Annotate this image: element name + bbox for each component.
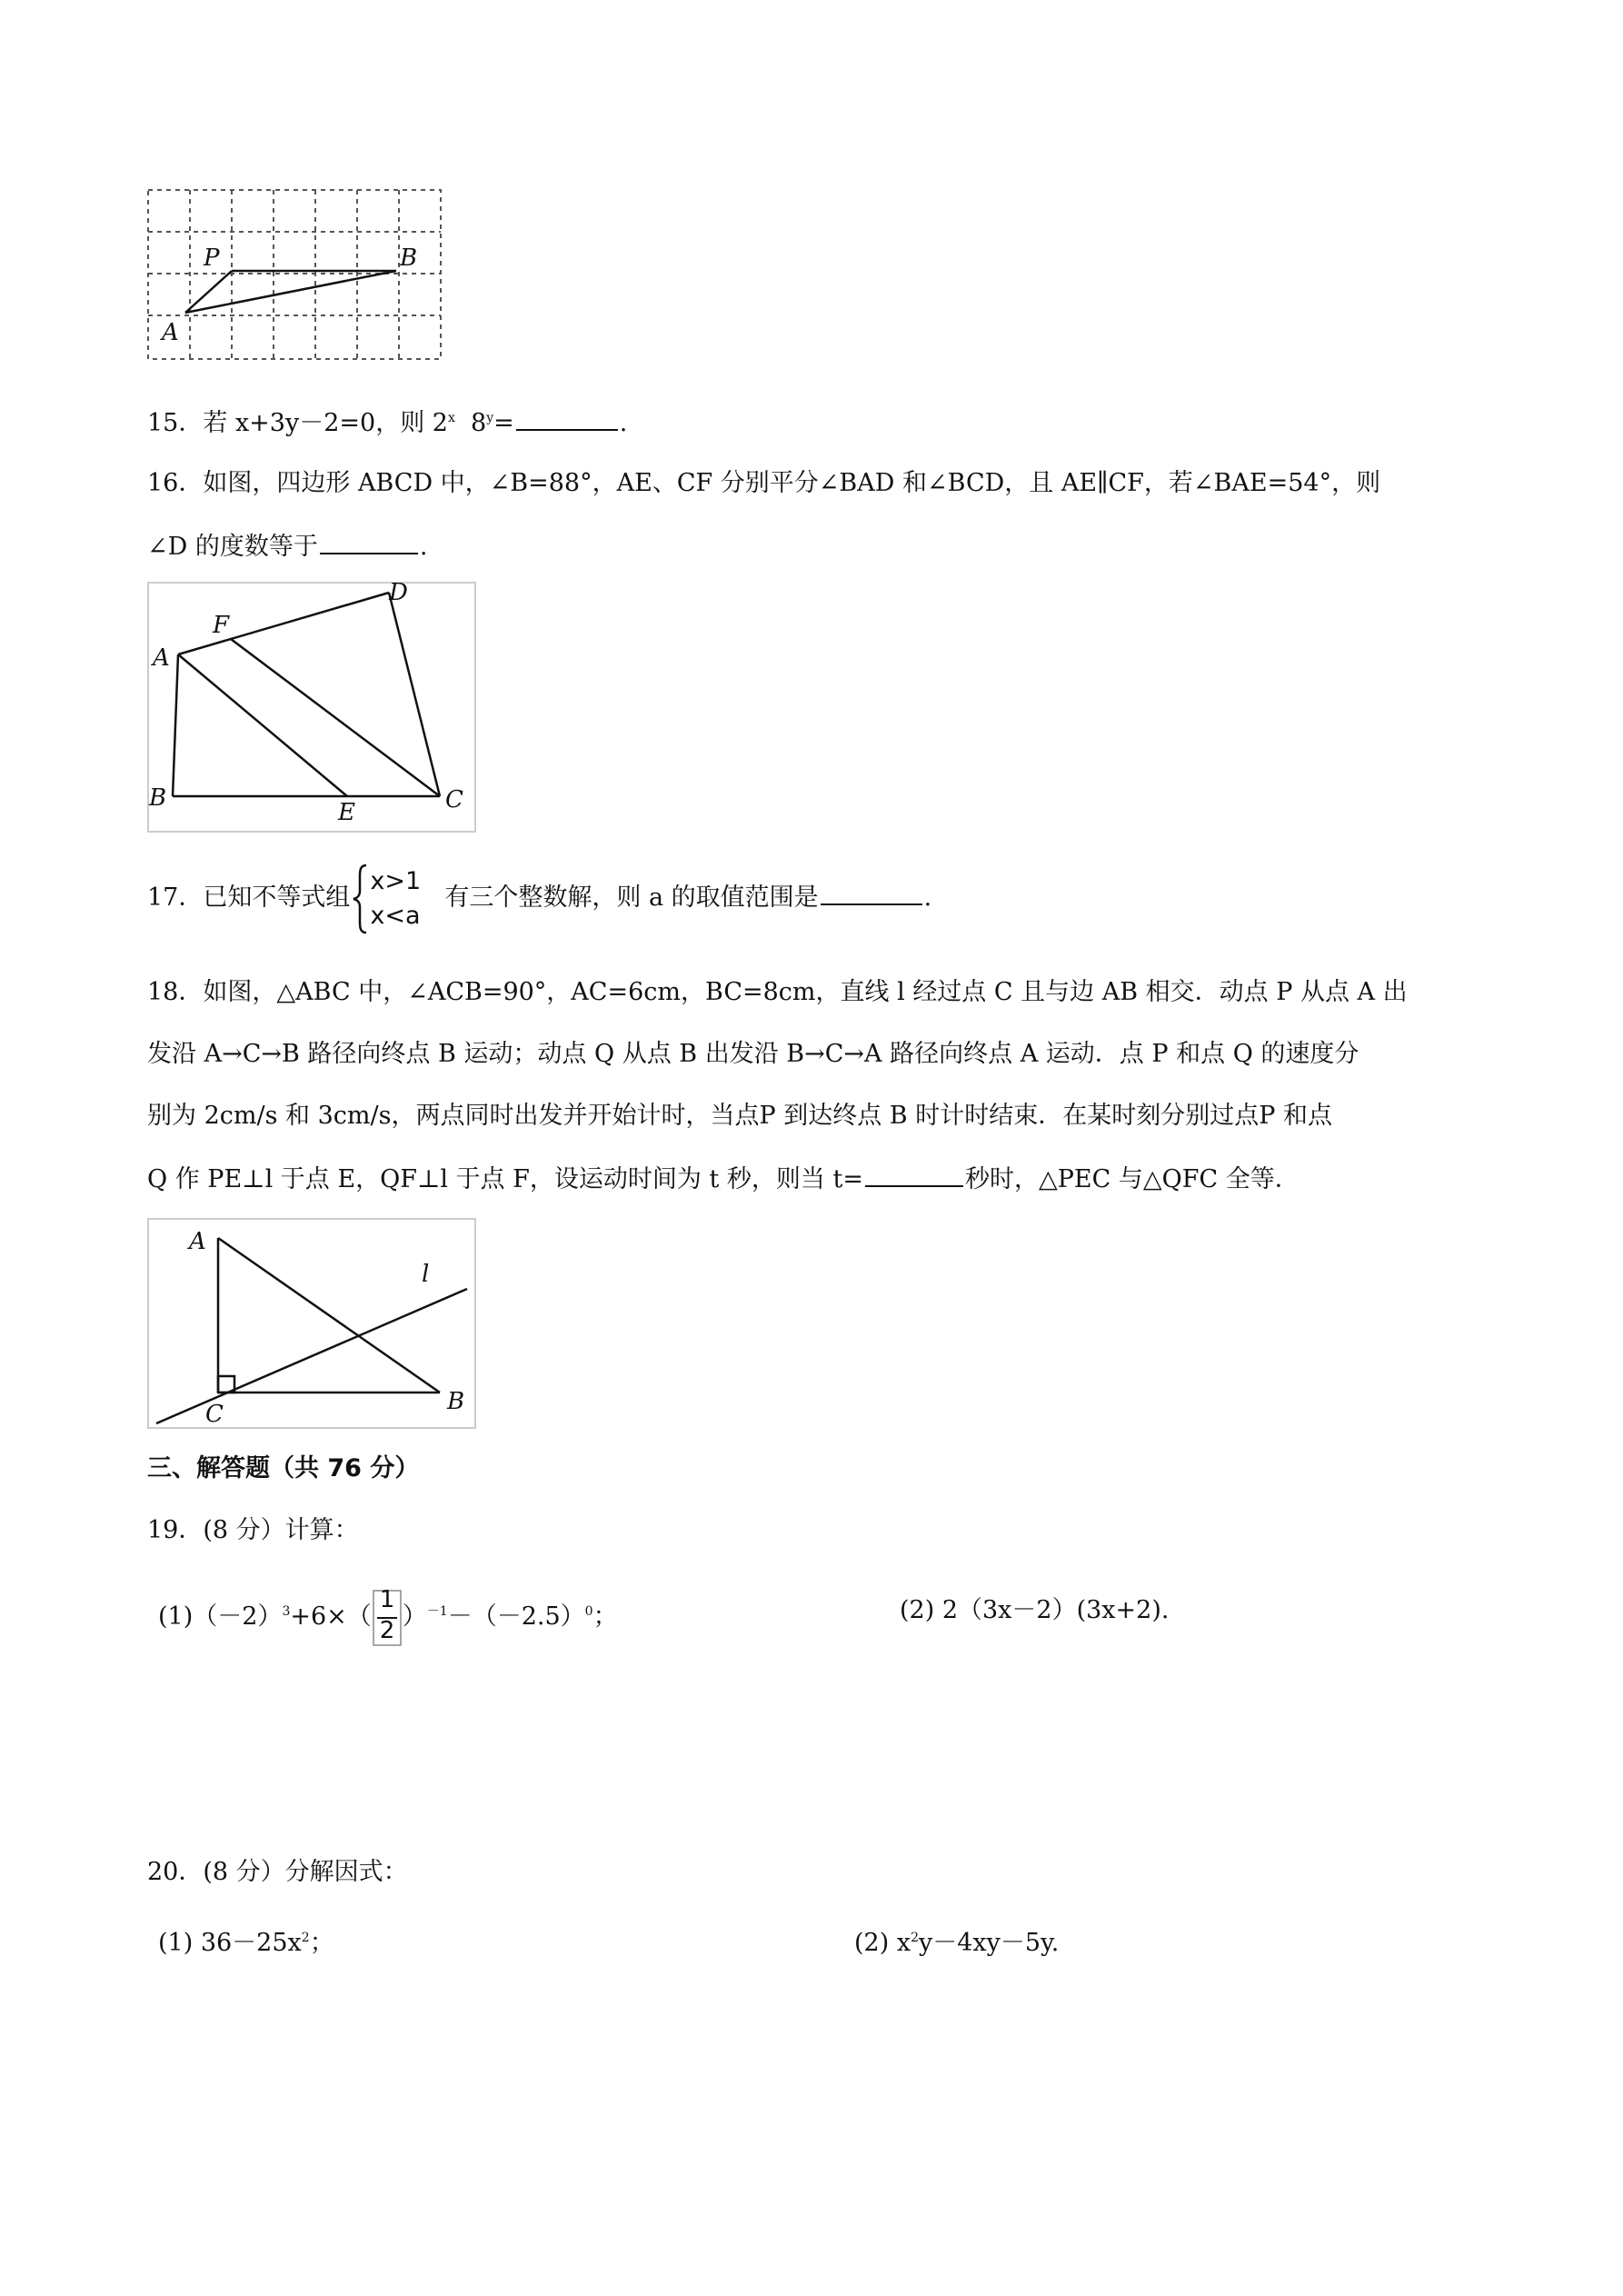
- segment-ab: [185, 271, 396, 313]
- label-a: A: [162, 319, 179, 346]
- q20-p2-b: y－4xy－5y.: [918, 1929, 1060, 1957]
- q20-p1-exp: 2: [301, 1931, 310, 1945]
- triangle-figure-svg: [147, 1218, 476, 1429]
- inequality-row-1: x>1: [370, 866, 422, 895]
- q15-sup-x: x: [447, 411, 455, 425]
- segment-dc: [389, 593, 440, 796]
- label-c: C: [445, 786, 463, 814]
- fraction-one-half: [372, 1585, 403, 1647]
- fraction-denominator: 2: [379, 1616, 395, 1644]
- q17-dot: .: [923, 883, 932, 912]
- q15-mid: 8: [454, 409, 487, 437]
- fraction-numerator: 1: [379, 1585, 395, 1613]
- label-c: C: [205, 1401, 224, 1428]
- q15-eq: =: [493, 409, 514, 437]
- figure-border: [148, 583, 475, 832]
- inequality-system: [352, 863, 443, 934]
- quadrilateral-figure: [147, 582, 476, 833]
- question-15: [147, 400, 627, 442]
- segment-ad: [178, 593, 389, 654]
- segment-ae: [178, 654, 347, 796]
- label-b: B: [400, 245, 418, 272]
- q19-p1-exp-minus1: －1: [426, 1604, 448, 1619]
- label-b: B: [447, 1388, 465, 1415]
- question-18-line4: [147, 1160, 1299, 1198]
- label-e: E: [338, 799, 355, 826]
- q17-suffix: 有三个整数解，则 a 的取值范围是: [444, 883, 819, 912]
- label-f: F: [213, 612, 230, 639]
- q20-p1-b: ；: [309, 1929, 334, 1957]
- triangle-figure: [147, 1218, 476, 1429]
- answer-blank: [516, 404, 618, 431]
- q20-p2-exp: 2: [911, 1931, 919, 1945]
- question-18-line3: 别为 2cm/s 和 3cm/s，两点同时出发并开始计时，当点P 到达终点 B 时计时结束．在某时刻分别过点P 和点: [147, 1102, 1332, 1130]
- q19-p1-e: ；: [592, 1602, 618, 1631]
- label-l: l: [422, 1261, 430, 1288]
- question-19-title: 19．(8 分）计算：: [147, 1516, 359, 1544]
- q17-prefix: 17．已知不等式组: [147, 883, 351, 912]
- label-b: B: [149, 784, 167, 812]
- q16-line2-text: ∠D 的度数等于: [147, 533, 318, 561]
- q20-p2-a: (2) x: [854, 1929, 911, 1957]
- segment-ab: [173, 654, 178, 796]
- segment-fc: [231, 639, 440, 796]
- question-16-line1: 16．如图，四边形 ABCD 中，∠B=88°，AE、CF 分别平分∠BAD 和∠BCD，且 AE∥CF，若∠BAE=54°，则: [147, 469, 1381, 497]
- section-3-heading: 三、解答题（共 76 分）: [147, 1454, 420, 1482]
- label-a: A: [153, 644, 170, 672]
- question-18-line1: 18．如图，△ABC 中，∠ACB=90°，AC=6cm，BC=8cm，直线 l 经过点 C 且与边 AB 相交．动点 P 从点 A 出: [147, 978, 1408, 1006]
- label-p: P: [204, 245, 220, 272]
- label-d: D: [389, 582, 408, 606]
- q19-p1-a: (1)（－2）: [158, 1602, 283, 1631]
- q16-dot: .: [419, 533, 428, 561]
- answer-blank: [821, 878, 922, 905]
- label-a: A: [189, 1228, 206, 1255]
- question-20-part-2: [854, 1920, 1059, 1962]
- question-20-title: 20．(8 分）分解因式：: [147, 1858, 408, 1886]
- grid-figure: [147, 189, 443, 362]
- segment-ap: [185, 271, 232, 313]
- q19-p1-exp-3: 3: [282, 1604, 291, 1619]
- question-18-line2: 发沿 A→C→B 路径向终点 B 运动；动点 Q 从点 B 出发沿 B→C→A 路径向终点 A 运动．点 P 和点 Q 的速度分: [147, 1040, 1359, 1068]
- question-19-part-2: (2) 2（3x－2）(3x+2).: [900, 1596, 1170, 1624]
- left-brace-icon: [352, 863, 370, 934]
- answer-blank: [320, 527, 418, 554]
- question-19-part-1: [158, 1580, 618, 1649]
- q19-p1-b: +6×（: [290, 1602, 372, 1631]
- quadrilateral-figure-svg: [147, 582, 476, 833]
- grid-figure-svg: [147, 189, 443, 362]
- q15-dot: .: [619, 409, 628, 437]
- inequality-row-2: x<a: [370, 901, 421, 930]
- answer-blank: [865, 1160, 963, 1187]
- line-l: [156, 1289, 467, 1423]
- q15-sup-y: y: [486, 411, 494, 425]
- q20-p1-a: (1) 36－25x: [158, 1929, 302, 1957]
- question-16-line2: [147, 527, 427, 565]
- q18-line4-b: 秒时，△PEC 与△QFC 全等．: [964, 1165, 1299, 1193]
- q19-p1-d: －（－2.5）: [447, 1602, 585, 1631]
- question-17: [147, 862, 931, 934]
- q15-text: 15．若 x+3y－2=0，则 2: [147, 409, 448, 437]
- q19-p1-c: ）: [402, 1602, 427, 1631]
- question-20-part-1: [158, 1920, 334, 1962]
- q19-p1-exp-0: 0: [584, 1604, 593, 1619]
- q18-line4-a: Q 作 PE⊥l 于点 E，QF⊥l 于点 F，设运动时间为 t 秒，则当 t=: [147, 1165, 863, 1193]
